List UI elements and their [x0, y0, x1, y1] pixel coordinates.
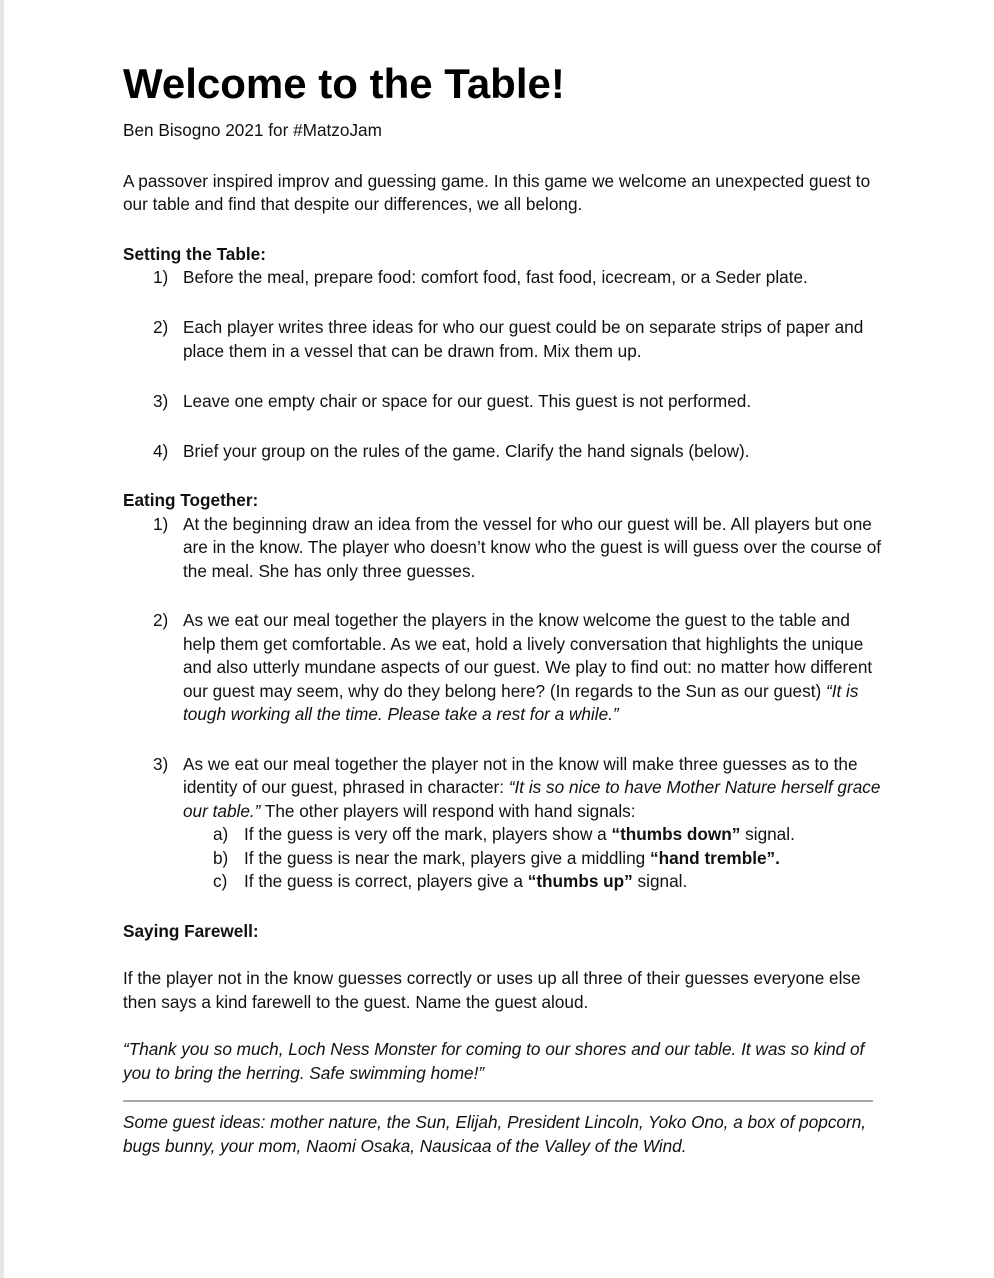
step-number: 3)	[153, 753, 169, 774]
signal-text: If the guess is near the mark, players give a middling	[244, 847, 646, 868]
step-text: The other players will respond with hand signals:	[264, 800, 636, 821]
document-body	[123, 56, 883, 1158]
guest-ideas: Some guest ideas: mother nature, the Sun, Elijah, President Lincoln, Yoko Ono, a box of popcorn, bugs bunny, your mom, Naomi Osaka, Nausicaa of the Valley of the Wind.	[123, 1112, 867, 1156]
eating-steps	[123, 513, 883, 894]
step-text: As we eat our meal together the player not in the know will make three guesses as to the identity of our guest, phrased in character:	[183, 753, 858, 797]
step-text: Brief your group on the rules of the game. Clarify the hand signals (below).	[183, 440, 750, 461]
step-quote: “It is so nice to have Mother Nature herself grace our table.”	[183, 777, 881, 821]
step-number: 2)	[153, 317, 169, 337]
list-item	[183, 823, 883, 847]
signal-name: “hand tremble”.	[650, 847, 780, 868]
hand-signal-list	[183, 823, 883, 894]
step-number: 2)	[153, 610, 169, 630]
page-edge	[0, 0, 4, 1278]
divider	[123, 1100, 873, 1102]
signal-text: If the guess is very off the mark, players show a	[244, 824, 607, 844]
eating-heading: Eating Together:	[123, 490, 259, 510]
farewell-heading: Saying Farewell:	[123, 920, 259, 941]
setting-heading: Setting the Table:	[123, 243, 266, 264]
farewell-paragraph: If the player not in the know guesses correctly or uses up all three of their guesses everyone else then says a kind farewell to the guest. Name the guest aloud.	[123, 968, 861, 1012]
list-item	[123, 390, 883, 414]
step-number: 3)	[153, 390, 169, 411]
step-number: 1)	[153, 513, 169, 534]
document-title: Welcome to the Table!	[123, 60, 565, 107]
sub-letter: a)	[213, 824, 229, 844]
step-text: Leave one empty chair or space for our guest. This guest is not performed.	[183, 390, 752, 411]
list-item	[183, 847, 883, 871]
step-text: Before the meal, prepare food: comfort food, fast food, icecream, or a Seder plate.	[183, 267, 808, 287]
list-item	[183, 870, 883, 894]
intro-paragraph: A passover inspired improv and guessing game. In this game we welcome an unexpected guest to our table and find that despite our differences, we all belong.	[123, 170, 871, 214]
step-number: 4)	[153, 440, 169, 461]
step-text: As we eat our meal together the players in the know welcome the guest to the table and help them get comfortable. As we eat, hold a lively conversation that highlights the unique and also utterly mundane aspects of our guest. We play to find out: no matter how different our guest may seem, why do they belong here? (In regards to the Sun as our guest)	[183, 610, 873, 701]
list-item	[123, 266, 883, 290]
farewell-quote: “Thank you so much, Loch Ness Monster for coming to our shores and our table. It was so kind of you to bring the herring. Safe swimming home!”	[123, 1039, 865, 1083]
signal-text: signal.	[637, 871, 688, 891]
sub-letter: b)	[213, 847, 229, 868]
step-text: Each player writes three ideas for who our guest could be on separate strips of paper and place them in a vessel that can be drawn from. Mix them up.	[183, 317, 864, 361]
step-text: At the beginning draw an idea from the vessel for who our guest will be. All players but one are in the know. The player who doesn’t know who the guest is will guess over the course of the meal. She has only three guesses.	[183, 513, 882, 581]
list-item	[123, 440, 883, 464]
sub-letter: c)	[213, 871, 228, 891]
byline: Ben Bisogno 2021 for #MatzoJam	[123, 120, 382, 140]
signal-name: “thumbs down”	[611, 824, 741, 844]
step-quote: “It is tough working all the time. Please take a rest for a while.”	[183, 680, 859, 724]
signal-text: If the guess is correct, players give a	[244, 871, 523, 891]
list-item	[123, 316, 883, 363]
signal-name: “thumbs up”	[527, 871, 633, 891]
list-item	[123, 609, 883, 727]
setting-steps	[123, 266, 883, 463]
step-number: 1)	[153, 267, 169, 287]
list-item	[123, 513, 883, 584]
signal-text: signal.	[745, 824, 795, 844]
list-item	[123, 753, 883, 894]
